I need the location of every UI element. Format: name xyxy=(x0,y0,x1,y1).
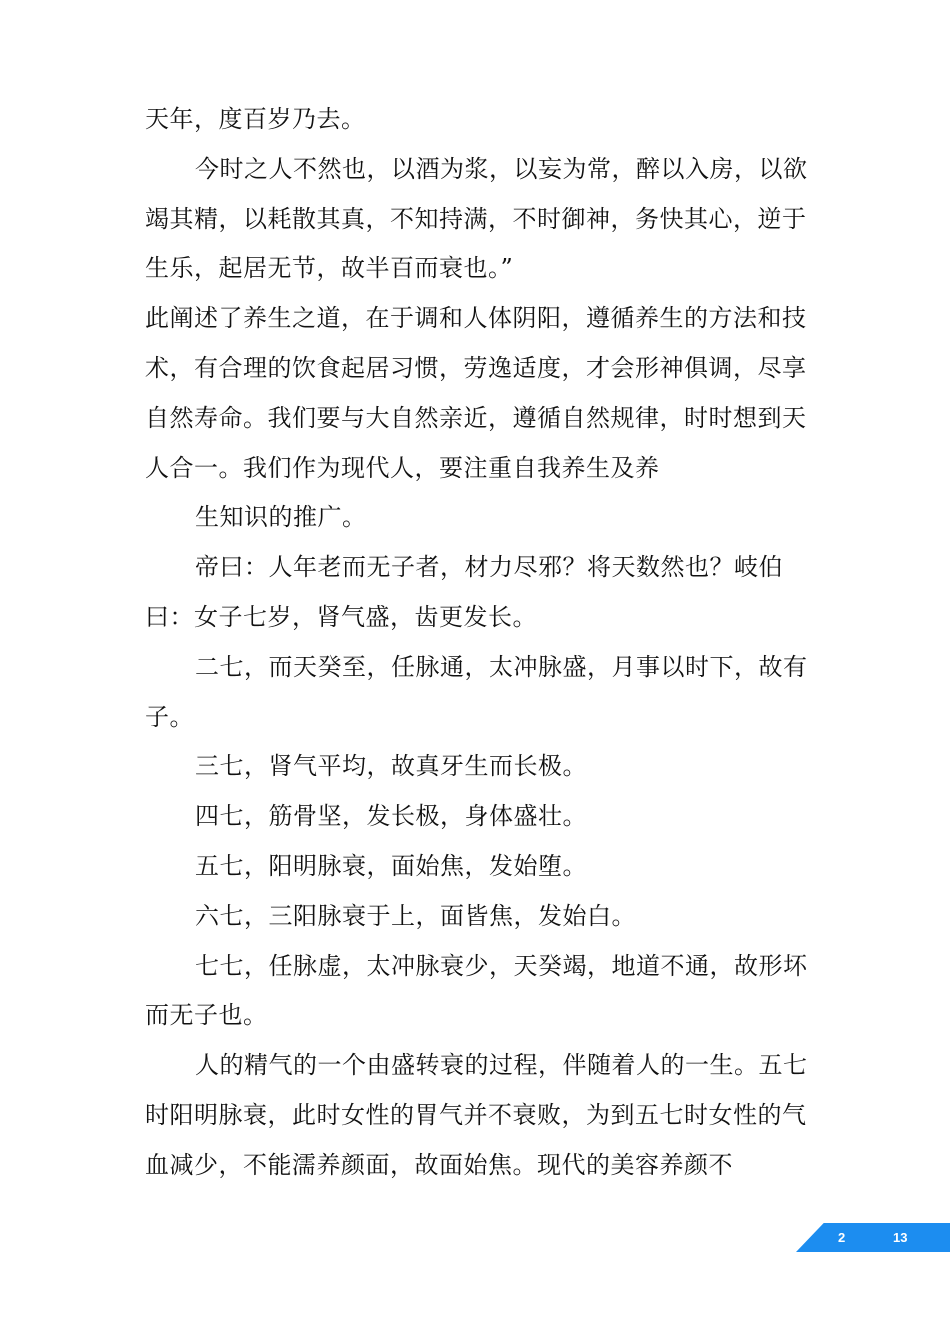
paragraph: 人的精气的一个由盛转衰的过程，伴随着人的一生。五七时阳明脉衰，此时女性的胃气并不衰败，为到五七时女性的气血减少，不能濡养颜面，故面始焦。现代的美容养颜不 xyxy=(145,1051,808,1179)
paragraph: 五七，阳明脉衰，面始焦，发始堕。 xyxy=(195,851,587,880)
paragraph: 此阐述了养生之道，在于调和人体阴阳，遵循养生的方法和技术，有合理的饮食起居习惯，劳逸适度，才会形神俱调，尽享自然寿命。我们要与大自然亲近，遵循自然规律，时时想到天人合一。我们作为现代人，要注重自我养生及养 xyxy=(145,304,807,482)
document-body xyxy=(145,95,810,1191)
paragraph: 天年，度百岁乃去。 xyxy=(145,105,366,133)
paragraph: 六七，三阳脉衰于上，面皆焦，发始白。 xyxy=(195,901,636,930)
paragraph: 七七，任脉虚，太冲脉衰少，天癸竭，地道不通，故形坏而无子也。 xyxy=(145,951,808,1030)
paragraph: 今时之人不然也，以酒为浆，以妄为常，醉以入房，以欲竭其精，以耗散其真，不知持满，不时御神，务快其心，逆于生乐，起居无节，故半百而衰也。” xyxy=(145,154,808,283)
paragraph: 二七，而天癸至，任脉通，太冲脉盛，月事以时下，故有子。 xyxy=(145,652,808,731)
paragraph: 帝曰：人年老而无子者，材力尽邪？将天数然也？岐伯曰：女子七岁，肾气盛，齿更发长。 xyxy=(145,553,783,631)
page-number-badge xyxy=(796,1223,950,1252)
total-pages-number: 13 xyxy=(893,1230,908,1245)
current-page-number: 2 xyxy=(838,1230,846,1245)
paragraph: 四七，筋骨坚，发长极，身体盛壮。 xyxy=(195,802,587,831)
paragraph: 三七，肾气平均，故真牙生而长极。 xyxy=(195,752,587,781)
paragraph: 生知识的推广。 xyxy=(195,503,367,532)
